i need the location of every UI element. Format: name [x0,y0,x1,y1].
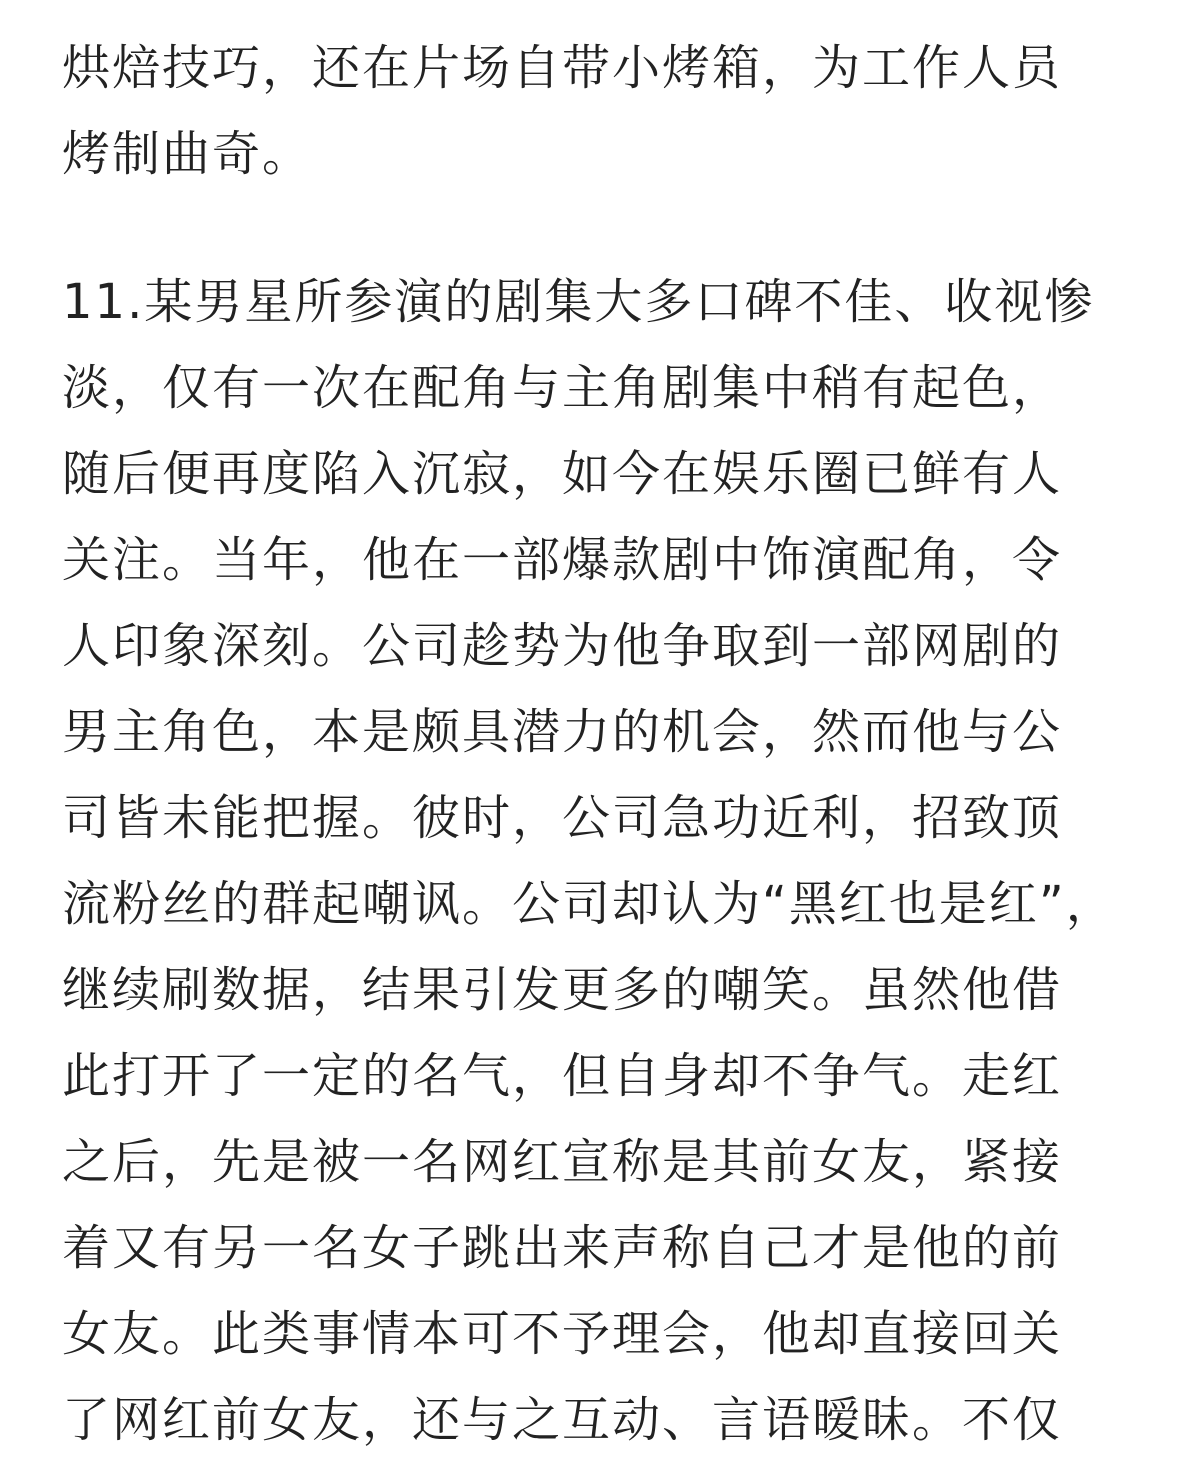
text-line: 继续刷数据，结果引发更多的嘲笑。虽然他借 [62,962,1063,1018]
text-line: 流粉丝的群起嘲讽。公司却认为“黑红也是红”， [62,876,1116,932]
text-line: 烘焙技巧，还在片场自带小烤箱，为工作人员 [62,40,1063,96]
text-line: 淡，仅有一次在配角与主角剧集中稍有起色， [62,360,1063,416]
text-line: 了网红前女友，还与之互动、言语暧昧。不仅 [62,1392,1063,1448]
text-line: 男主角色，本是颇具潜力的机会，然而他与公 [62,704,1063,760]
text-line: 女友。此类事情本可不予理会，他却直接回关 [62,1306,1063,1362]
text-line: 着又有另一名女子跳出来声称自己才是他的前 [62,1220,1063,1276]
text-line: 关注。当年，他在一部爆款剧中饰演配角，令 [62,532,1063,588]
text-line: 此打开了一定的名气，但自身却不争气。走红 [62,1048,1063,1104]
text-line: 随后便再度陷入沉寂，如今在娱乐圈已鲜有人 [62,446,1063,502]
text-line: 人印象深刻。公司趁势为他争取到一部网剧的 [62,618,1063,674]
text-line: 11.某男星所参演的剧集大多口碑不佳、收视惨 [62,274,1095,330]
text-line: 之后，先是被一名网红宣称是其前女友，紧接 [62,1134,1063,1190]
text-line: 烤制曲奇。 [62,126,313,182]
cropped-text-line [62,0,1142,22]
text-line: 司皆未能把握。彼时，公司急功近利，招致顶 [62,790,1063,846]
